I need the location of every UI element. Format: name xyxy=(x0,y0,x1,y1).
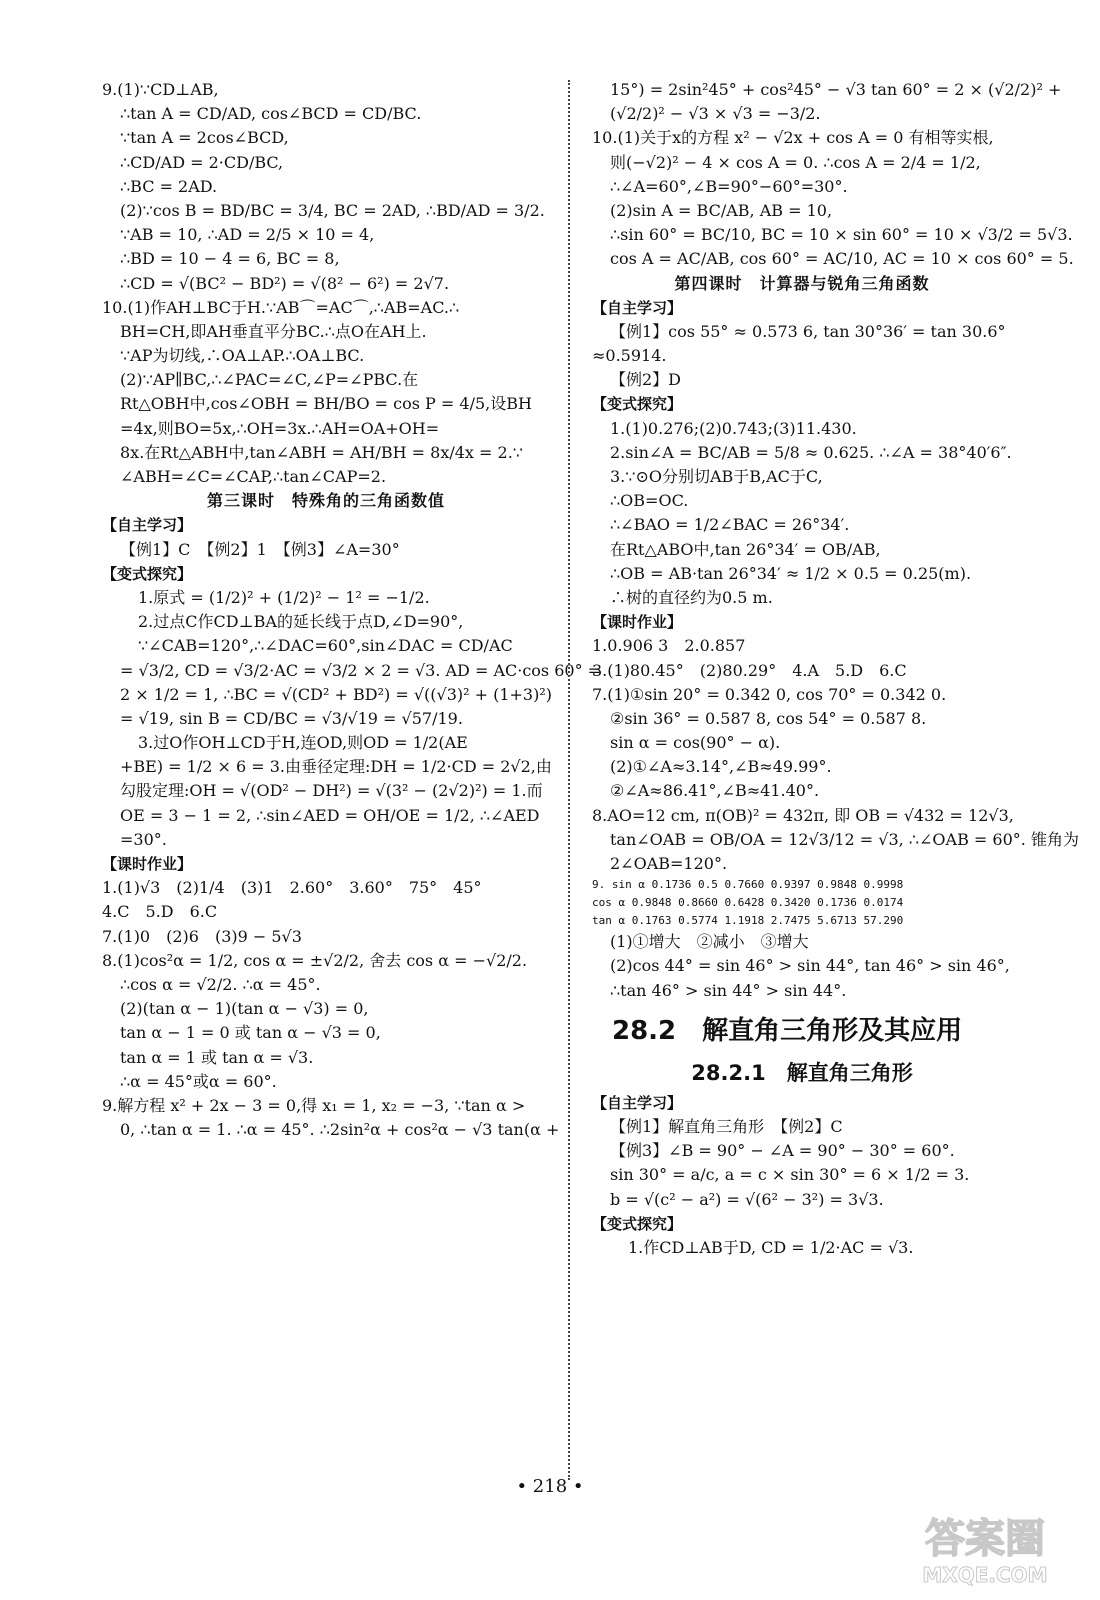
text-line: (1)①增大 ②减小 ③增大 xyxy=(610,932,809,952)
text-line: 3.(1)80.45° (2)80.29° 4.A 5.D 6.C xyxy=(592,660,907,680)
text-line: ∴树的直径约为0.5 m. xyxy=(610,587,773,607)
right-column xyxy=(592,78,1079,1260)
text-line: ②∠A≈86.41°,∠B≈41.40°. xyxy=(610,781,820,801)
text-line: 8x.在Rt△ABH中,tan∠ABH = AH/BH = 8x/4x = 2.∵ xyxy=(120,442,523,462)
text-line: tan α = 1 或 tan α = √3. xyxy=(120,1047,314,1067)
text-line: ∴BC = 2AD. xyxy=(120,176,218,196)
text-line: (2)sin A = BC/AB, AB = 10, xyxy=(610,200,833,220)
text-line: ∵AP为切线,∴OA⊥AP.∴OA⊥BC. xyxy=(120,346,365,366)
text-line: 【变式探究】 xyxy=(592,395,683,414)
right-bottom-block xyxy=(592,1091,1012,1260)
text-line: ∵∠CAB=120°,∴∠DAC=60°,sin∠DAC = CD/AC xyxy=(138,636,513,656)
right-top-block xyxy=(592,78,1079,876)
text-line: (2)(tan α − 1)(tan α − √3) = 0, xyxy=(120,999,369,1019)
text-line: OE = 3 − 1 = 2, ∴sin∠AED = OH/OE = 1/2, ∴∠AED xyxy=(120,805,540,825)
text-line: ≈0.5914. xyxy=(592,346,667,366)
text-line: cos α 0.9848 0.8660 0.6428 0.3420 0.1736 0.0174 xyxy=(592,896,904,910)
text-line: 8.AO=12 cm, π(OB)² = 432π, 即 OB = √432 = 12√3, xyxy=(592,805,1014,825)
text-line: 【例1】cos 55° ≈ 0.573 6, tan 30°36′ = tan 30.6° xyxy=(610,321,1006,341)
text-line: 1.原式 = (1/2)² + (1/2)² − 1² = −1/2. xyxy=(138,587,430,607)
text-line: 8.(1)cos²α = 1/2, cos α = ±√2/2, 舍去 cos α = −√2/2. xyxy=(102,950,528,970)
text-line: ∠ABH=∠C=∠CAP,∴tan∠CAP=2. xyxy=(120,467,387,486)
text-line: 15°) = 2sin²45° + cos²45° − √3 tan 60° = 2 × (√2/2)² + xyxy=(610,80,1062,99)
text-line: =4x,则BO=5x,∴OH=3x.∴AH=OA+OH= xyxy=(120,418,440,438)
text-line: 勾股定理:OH = √(OD² − DH²) = √(3² − (2√2)²) = 1.而 xyxy=(120,781,543,801)
column-divider xyxy=(568,80,570,1480)
text-line: ∴cos α = √2/2. ∴α = 45°. xyxy=(120,974,321,994)
text-line: = √19, sin B = CD/BC = √3/√19 = √57/19. xyxy=(120,708,463,728)
text-line: 第四课时 计算器与锐角三角函数 xyxy=(674,273,930,293)
text-line: 2.sin∠A = BC/AB = 5/8 ≈ 0.625. ∴∠A = 38°40′6″. xyxy=(610,442,1012,462)
text-line: ∵tan A = 2cos∠BCD, xyxy=(120,128,289,148)
text-line: 4.C 5.D 6.C xyxy=(102,902,218,922)
right-mid-block xyxy=(592,930,1012,1003)
text-line: 9. sin α 0.1736 0.5 0.7660 0.9397 0.9848 0.9998 xyxy=(592,878,904,892)
text-line: 【变式探究】 xyxy=(102,564,193,583)
text-line: 【例1】C 【例2】1 【例3】∠A=30° xyxy=(120,539,400,559)
text-line: 在Rt△ABO中,tan 26°34′ = OB/AB, xyxy=(610,539,881,559)
text-line: 10.(1)作AH⊥BC于H.∵AB⌒=AC⌒,∴AB=AC.∴ xyxy=(102,297,460,317)
text-line: 【例1】解直角三角形 【例2】C xyxy=(610,1116,843,1136)
text-line: 2.过点C作CD⊥BA的延长线于点D,∠D=90°, xyxy=(138,612,464,632)
text-line: 9.(1)∵CD⊥AB, xyxy=(102,80,219,99)
text-line: ∵AB = 10, ∴AD = 2/5 × 10 = 4, xyxy=(120,225,375,245)
text-line: ∴sin 60° = BC/10, BC = 10 × sin 60° = 10 × √3/2 = 5√3. xyxy=(610,225,1073,245)
text-line: ∴OB=OC. xyxy=(610,491,689,511)
text-line: ∴CD = √(BC² − BD²) = √(8² − 6²) = 2√7. xyxy=(120,273,450,293)
text-line: +BE) = 1/2 × 6 = 3.由垂径定理:DH = 1/2·CD = 2√2,由 xyxy=(120,757,552,777)
text-line: 【例2】D xyxy=(610,370,682,390)
text-line: ∴BD = 10 − 4 = 6, BC = 8, xyxy=(120,249,340,269)
text-line: 7.(1)①sin 20° = 0.342 0, cos 70° = 0.342 0. xyxy=(592,684,947,704)
section-title: 28.2 解直角三角形及其应用 xyxy=(612,1015,963,1046)
text-line: 1.(1)0.276;(2)0.743;(3)11.430. xyxy=(610,418,857,438)
left-column xyxy=(102,78,602,1142)
text-line: 【例3】∠B = 90° − ∠A = 90° − 30° = 60°. xyxy=(610,1141,955,1161)
watermark-logo xyxy=(890,1500,1080,1590)
text-line: ∴∠A=60°,∠B=90°−60°=30°. xyxy=(610,176,848,196)
text-line: (√2/2)² − √3 × √3 = −3/2. xyxy=(610,104,821,124)
text-line: (2)cos 44° = sin 46° > sin 44°, tan 46° > sin 46°, xyxy=(610,956,1010,976)
text-line: 则(−√2)² − 4 × cos A = 0. ∴cos A = 2/4 = 1/2, xyxy=(610,152,981,172)
text-line: = √3/2, CD = √3/2·AC = √3/2 × 2 = √3. AD = AC·cos 60° = xyxy=(120,660,602,680)
text-line: 【自主学习】 xyxy=(592,1093,683,1112)
text-line: Rt△OBH中,cos∠OBH = BH/BO = cos P = 4/5,设BH xyxy=(120,394,532,414)
text-line: 3.∵⊙O分别切AB于B,AC于C, xyxy=(610,467,823,486)
text-line: 2 × 1/2 = 1, ∴BC = √(CD² + BD²) = √((√3)² + (1+3)²) xyxy=(120,684,553,704)
text-line: ∴CD/AD = 2·CD/BC, xyxy=(120,152,284,172)
text-line: ②sin 36° = 0.587 8, cos 54° = 0.587 8. xyxy=(610,708,927,728)
text-line: 1.0.906 3 2.0.857 xyxy=(592,636,746,656)
text-line: 9.解方程 x² + 2x − 3 = 0,得 x₁ = 1, x₂ = −3, ∵tan α > xyxy=(102,1095,526,1115)
text-line: tan α − 1 = 0 或 tan α − √3 = 0, xyxy=(120,1023,381,1043)
page-number: • 218 • xyxy=(516,1476,584,1497)
text-line: ∴α = 45°或α = 60°. xyxy=(120,1071,277,1091)
text-line: 第三课时 特殊角的三角函数值 xyxy=(206,491,445,511)
text-line: (2)∵AP∥BC,∴∠PAC=∠C,∠P=∠PBC.在 xyxy=(120,370,419,390)
watermark-main-text: 答案圈 xyxy=(925,1516,1045,1562)
text-line: 3.过O作OH⊥CD于H,连OD,则OD = 1/2(AE xyxy=(138,733,468,753)
trig-table xyxy=(592,876,1012,930)
watermark-sub-text: MXQE.COM xyxy=(922,1563,1048,1587)
text-line: 0, ∴tan α = 1. ∴α = 45°. ∴2sin²α + cos²α − √3 tan(α + xyxy=(120,1120,560,1140)
text-line: 2∠OAB=120°. xyxy=(610,854,728,873)
text-line: ∴∠BAO = 1/2∠BAC = 26°34′. xyxy=(610,515,850,535)
text-line: 1.(1)√3 (2)1/4 (3)1 2.60° 3.60° 75° 45° xyxy=(102,878,482,898)
text-line: =30°. xyxy=(120,829,167,849)
text-line: (2)①∠A≈3.14°,∠B≈49.99°. xyxy=(610,757,832,777)
text-line: b = √(c² − a²) = √(6² − 3²) = 3√3. xyxy=(610,1189,884,1209)
text-line: 1.作CD⊥AB于D, CD = 1/2·AC = √3. xyxy=(628,1237,914,1257)
text-line: 【变式探究】 xyxy=(592,1214,683,1233)
subsection-title: 28.2.1 解直角三角形 xyxy=(691,1060,913,1085)
text-line: BH=CH,即AH垂直平分BC.∴点O在AH上. xyxy=(120,321,427,341)
text-line: 7.(1)0 (2)6 (3)9 − 5√3 xyxy=(102,926,302,946)
text-line: ∴OB = AB·tan 26°34′ ≈ 1/2 × 0.5 = 0.25(m). xyxy=(610,563,972,583)
text-line: tan∠OAB = OB/OA = 12√3/12 = √3, ∴∠OAB = 60°. 锥角为 xyxy=(610,829,1079,849)
text-line: sin 30° = a/c, a = c × sin 30° = 6 × 1/2 = 3. xyxy=(610,1165,970,1185)
text-line: cos A = AC/AB, cos 60° = AC/10, AC = 10 × cos 60° = 5. xyxy=(610,249,1074,269)
text-line: ∴tan 46° > sin 44° > sin 44°. xyxy=(610,980,847,1000)
text-line: 【课时作业】 xyxy=(592,613,683,632)
text-line: sin α = cos(90° − α). xyxy=(610,733,781,753)
text-line: 【自主学习】 xyxy=(592,298,683,317)
text-line: 【自主学习】 xyxy=(102,516,193,535)
text-line: 【课时作业】 xyxy=(102,855,193,873)
text-line: ∴tan A = CD/AD, cos∠BCD = CD/BC. xyxy=(120,104,422,124)
text-line: 10.(1)关于x的方程 x² − √2x + cos A = 0 有相等实根, xyxy=(592,128,994,148)
text-line: (2)∵cos B = BD/BC = 3/4, BC = 2AD, ∴BD/AD = 3/2. xyxy=(120,200,545,220)
text-line: tan α 0.1763 0.5774 1.1918 2.7475 5.6713 57.290 xyxy=(592,914,904,928)
